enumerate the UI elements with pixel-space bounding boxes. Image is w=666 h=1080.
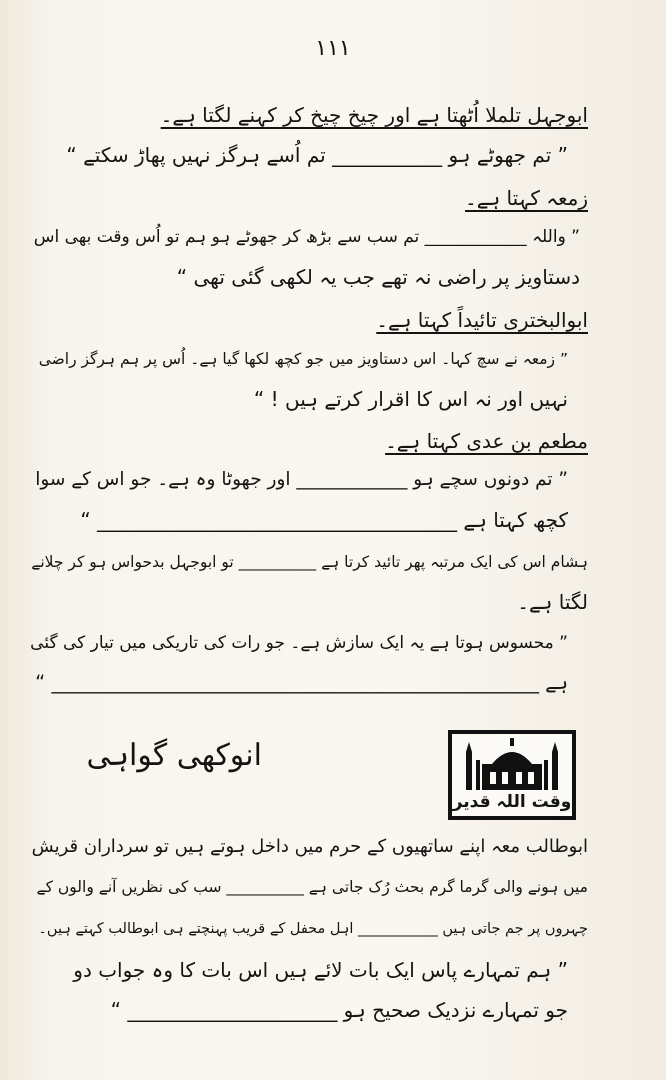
page-number: ۱۱۱: [315, 36, 351, 61]
narration-line: ہشام اس کی ایک مرتبہ پھر تائید کرتا ہے __________ تو ابوجہل بدحواس ہو کر چلانے: [31, 553, 588, 571]
dialogue-line: جو تمہارے نزدیک صحیح ہو _____________________ “: [110, 998, 568, 1022]
dialogue-line: کچھ کہتا ہے ____________________________________ “: [80, 508, 568, 532]
calligraphy-emblem: [448, 730, 576, 820]
dialogue-line: دستاویز پر راضی نہ تھے جب یہ لکھی گئی تھی “: [176, 265, 580, 289]
speaker-line: زمعہ کہتا ہے۔: [465, 186, 588, 210]
narration-line: ابوجہل تلملا اُٹھتا ہے اور چیخ چیخ کر کہنے لگتا ہے۔: [160, 103, 588, 127]
dialogue-line: نہیں اور نہ اس کا اقرار کرتے ہیں ! “: [253, 387, 568, 411]
section-heading: انوکھی گواہی: [86, 738, 262, 773]
dialogue-line: ” زمعہ نے سچ کہا۔ اس دستاویز میں جو کچھ لکھا گیا ہے۔ اُس پر ہم ہرگز راضی: [38, 350, 568, 368]
narration-line: لگتا ہے۔: [517, 590, 588, 614]
dialogue-line: ” واللہ ____________ تم سب سے بڑھ کر جھوٹے ہو ہم تو اُس وقت بھی اس: [33, 227, 580, 247]
dialogue-line: ہے __________________________________________________ “: [35, 671, 568, 694]
narration-line: چہروں پر جم جاتی ہیں ___________ اہل محفل کے قریب پہنچتے ہی ابوطالب کہتے ہیں۔: [38, 921, 588, 937]
dialogue-line: ” تم جھوٹے ہو ___________ تم اُسے ہرگز نہیں پھاڑ سکتے “: [66, 143, 568, 167]
speaker-line: مطعم بن عدی کہتا ہے۔: [385, 429, 588, 453]
dialogue-line: ” محسوس ہوتا ہے یہ ایک سازش ہے۔ جو رات کی تاریکی میں تیار کی گئی: [30, 633, 568, 653]
dialogue-line: ” ہم تمہارے پاس ایک بات لائے ہیں اس بات کا وہ جواب دو: [73, 958, 568, 982]
speaker-line: ابوالبختری تائیداً کہتا ہے۔: [376, 308, 588, 332]
narration-line: ابوطالب معہ اپنے ساتھیوں کے حرم میں داخل ہوتے ہیں تو سرداران قریش: [31, 836, 588, 857]
emblem-calligraphy: وقت اللہ قدیر: [452, 792, 572, 812]
dialogue-line: ” تم دونوں سچے ہو ____________ اور جھوٹا وہ ہے۔ جو اس کے سوا: [35, 469, 568, 490]
mosque-icon: [452, 734, 572, 794]
narration-line: میں ہونے والی گرما گرم بحث رُک جاتی ہے __________ سب کی نظریں آنے والوں کے: [36, 878, 588, 896]
